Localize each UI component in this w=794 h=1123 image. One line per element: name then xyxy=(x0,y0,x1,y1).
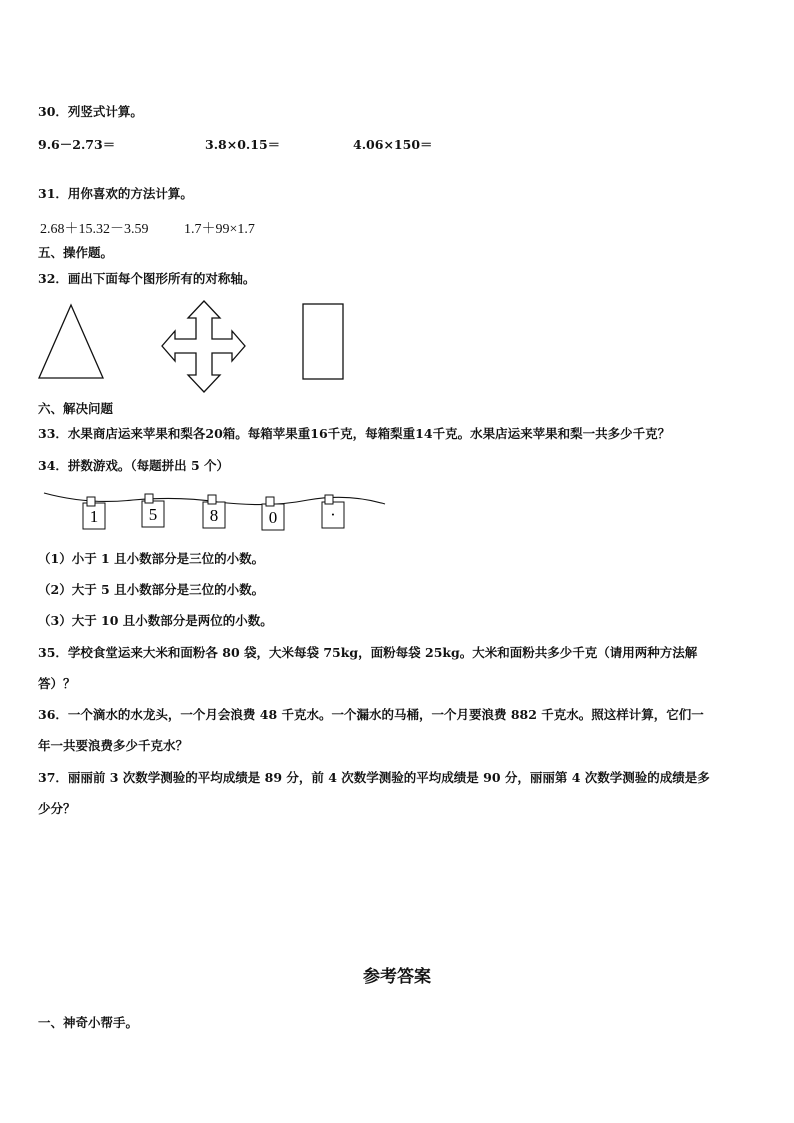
calc-expression-5: 1.7＋99×1.7 xyxy=(184,222,255,237)
question-30-heading: 30．列竖式计算。 xyxy=(38,104,143,119)
svg-text:8: 8 xyxy=(209,506,219,525)
question-34-sub-2: （2）大于 5 且小数部分是三位的小数。 xyxy=(38,582,265,597)
triangle-shape xyxy=(39,305,103,378)
calc-expression-3: 4.06×150＝ xyxy=(353,137,433,152)
question-34-heading: 34．拼数游戏。（每题拼出 5 个） xyxy=(38,458,230,473)
section-5-heading: 五、操作题。 xyxy=(38,245,114,260)
section-6-heading: 六、解决问题 xyxy=(38,401,114,416)
question-36-line-2: 年一共要浪费多少千克水？ xyxy=(38,738,189,753)
svg-text:1: 1 xyxy=(89,507,99,526)
question-35-line-1: 35．学校食堂运来大米和面粉各 80 袋，大米每袋 75kg，面粉每袋 25kg。大米和面粉共多少千克（请用两种方法解 xyxy=(38,645,698,660)
question-35-line-2: 答）？ xyxy=(38,676,76,691)
answers-title: 参考答案 xyxy=(363,967,431,987)
question-34-sub-3: （3）大于 10 且小数部分是两位的小数。 xyxy=(38,613,273,628)
question-37-line-2: 少分？ xyxy=(38,801,76,816)
question-32-heading: 32．画出下面每个图形所有的对称轴。 xyxy=(38,271,256,286)
calc-expression-2: 3.8×0.15＝ xyxy=(205,137,281,152)
svg-text:5: 5 xyxy=(148,505,158,524)
svg-text:·: · xyxy=(330,505,336,524)
calc-expression-1: 9.6－2.73＝ xyxy=(38,137,116,152)
rectangle-shape xyxy=(303,304,343,379)
number-card-0 xyxy=(262,497,284,530)
question-36-line-1: 36．一个滴水的水龙头，一个月会浪费 48 千克水。一个漏水的马桶，一个月要浪费 882 千克水。照这样计算，它们一 xyxy=(38,707,704,722)
four-arrow-shape xyxy=(162,301,245,392)
question-34-sub-1: （1）小于 1 且小数部分是三位的小数。 xyxy=(38,551,265,566)
number-cards-figure xyxy=(38,488,398,538)
answers-section-1: 一、神奇小帮手。 xyxy=(38,1015,139,1030)
question-31-heading: 31．用你喜欢的方法计算。 xyxy=(38,186,193,201)
question-37-line-1: 37．丽丽前 3 次数学测验的平均成绩是 89 分，前 4 次数学测验的平均成绩是 90 分，丽丽第 4 次数学测验的成绩是多 xyxy=(38,770,710,785)
number-card-dot xyxy=(322,495,344,528)
shapes-figure xyxy=(0,298,794,398)
question-33: 33．水果商店运来苹果和梨各20箱。每箱苹果重16千克，每箱梨重14千克。水果店运来苹果和梨一共多少千克？ xyxy=(38,426,671,441)
svg-text:0: 0 xyxy=(268,508,278,527)
calc-expression-4: 2.68＋15.32－3.59 xyxy=(40,222,149,237)
